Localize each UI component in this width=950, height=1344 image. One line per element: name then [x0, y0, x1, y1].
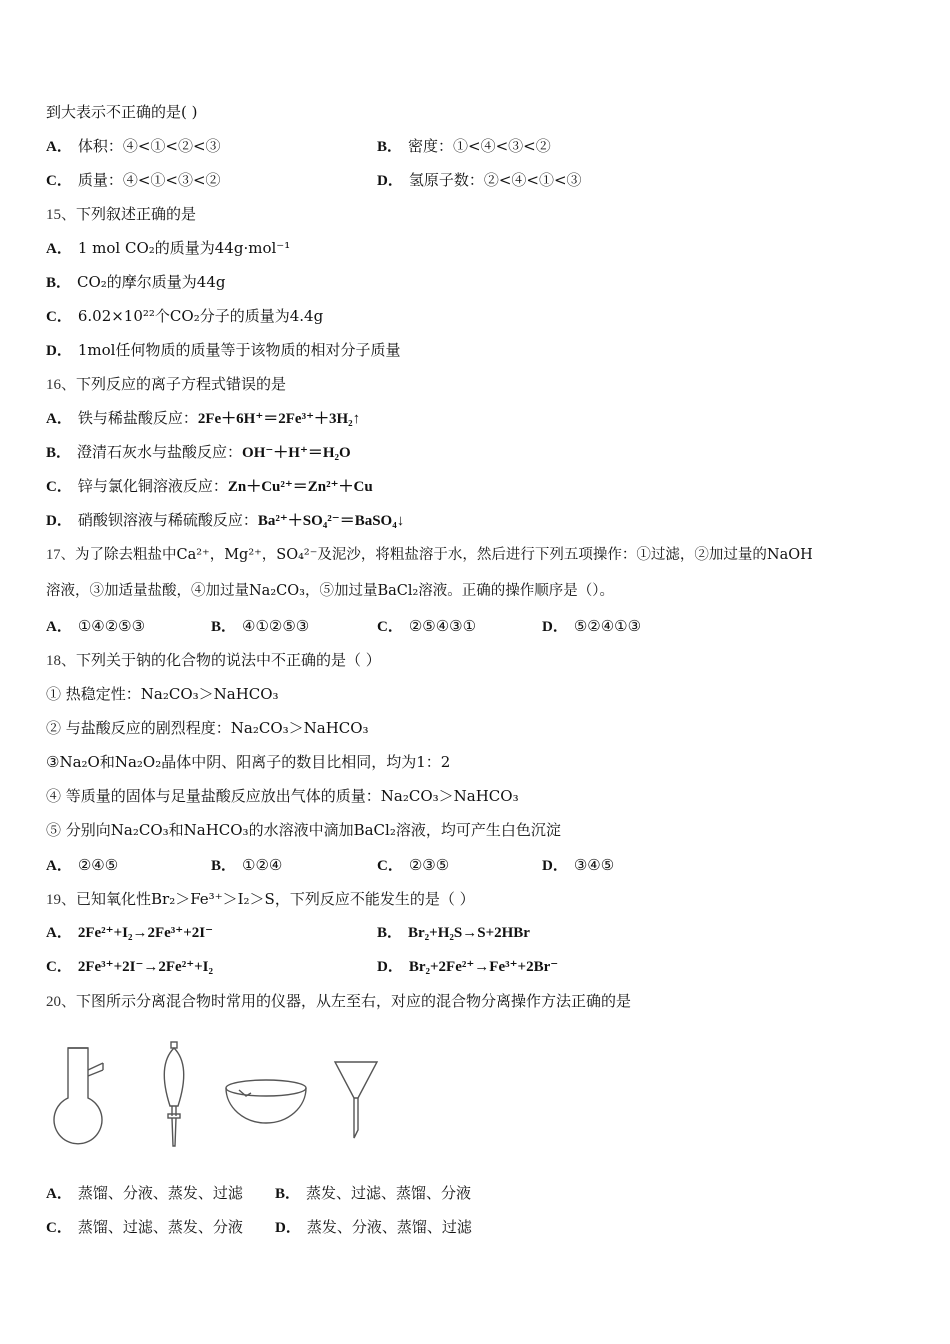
option-label: C． [46, 479, 72, 495]
q15-option-a[interactable] [46, 238, 290, 259]
q17-option-c[interactable] [377, 616, 476, 637]
q18-option-d[interactable] [542, 855, 614, 876]
evaporating-dish-icon [226, 1080, 306, 1123]
option-label: D． [542, 619, 568, 635]
option-label: B． [211, 619, 237, 635]
lab-apparatus-figure [46, 1020, 396, 1150]
q16-stem [46, 374, 286, 395]
option-label: C． [46, 1220, 72, 1236]
option-label: A． [46, 241, 72, 257]
option-label: A． [46, 1186, 72, 1202]
option-label: B． [377, 925, 403, 941]
q15-option-c[interactable] [46, 306, 323, 327]
q17-stem-line-2: 溶液，③加适量盐酸，④加过量Na₂CO₃，⑤加过量BaCl₂溶液。正确的操作顺序是（）。 [46, 583, 615, 599]
q18-statement-4: ④ 等质量的固体与足量盐酸反应放出气体的质量：Na₂CO₃＞NaHCO₃ [46, 787, 519, 805]
q17-option-a[interactable] [46, 616, 145, 637]
option-text: 体积：④<①<②<③ [77, 137, 221, 155]
option-text: 6.02×10²²个CO₂分子的质量为4.4g [77, 307, 324, 325]
option-label: B． [377, 139, 403, 155]
option-text: 1 mol CO₂的质量为44g·mol⁻¹ [77, 239, 291, 257]
question-text: 下列关于钠的化合物的说法中不正确的是（ ） [76, 651, 381, 669]
q14-options-row-2 [46, 170, 906, 191]
option-text: Br₂+H₂S→S+2HBr [408, 925, 530, 941]
option-label: D． [542, 858, 568, 874]
q18-statement-3: ③Na₂O和Na₂O₂晶体中阴、阳离子的数目比相同，均为1：2 [46, 753, 451, 771]
option-text: 蒸发、分液、蒸馏、过滤 [306, 1218, 472, 1236]
q15-option-d[interactable] [46, 340, 400, 361]
filter-funnel-icon [335, 1062, 377, 1138]
option-label: D． [46, 343, 72, 359]
option-label: A． [46, 925, 72, 941]
q20-option-c[interactable] [46, 1217, 243, 1238]
option-text: ①②④ [242, 856, 283, 874]
q16-option-c[interactable] [46, 476, 373, 497]
q17-option-b[interactable] [211, 616, 309, 637]
option-text: 2Fe²⁺+I₂→2Fe³⁺+2I⁻ [77, 925, 213, 941]
option-label: C． [46, 309, 72, 325]
question-number: 19、 [46, 892, 77, 908]
question-number: 15、 [46, 207, 77, 223]
q18-option-b[interactable] [211, 855, 282, 876]
option-label: A． [46, 139, 72, 155]
q15-stem [46, 204, 196, 225]
distillation-flask-icon [54, 1048, 103, 1144]
option-label: D． [377, 173, 403, 189]
q20-stem [46, 991, 631, 1012]
option-label: B． [46, 445, 72, 461]
option-label: D． [275, 1220, 301, 1236]
q17-option-d[interactable] [542, 616, 641, 637]
option-text: 蒸发、过滤、蒸馏、分液 [306, 1184, 472, 1202]
option-text: 密度：①<④<③<② [408, 137, 551, 155]
option-label: B． [275, 1186, 301, 1202]
option-label: D． [377, 959, 403, 975]
option-text: 质量：④<①<③<② [77, 171, 221, 189]
q18-option-a[interactable] [46, 855, 118, 876]
option-label: C． [377, 858, 403, 874]
option-text: ④①②⑤③ [242, 617, 310, 635]
question-number: 16、 [46, 377, 77, 393]
q14-option-b[interactable] [377, 136, 551, 157]
q19-option-d[interactable] [377, 957, 558, 977]
question-text: 下列叙述正确的是 [76, 205, 197, 223]
q17-stem-line-1 [46, 545, 813, 565]
q15-option-b[interactable] [46, 272, 226, 293]
option-label: A． [46, 411, 72, 427]
option-label: D． [46, 513, 72, 529]
option-text: 蒸馏、过滤、蒸发、分液 [77, 1218, 243, 1236]
option-equation: OH⁻＋H⁺＝H₂O [242, 445, 351, 461]
question-number: 17、 [46, 547, 75, 563]
option-text: CO₂的摩尔质量为44g [77, 273, 226, 291]
option-label: B． [46, 275, 72, 291]
option-desc: 硝酸钡溶液与稀硫酸反应： [77, 511, 258, 529]
separatory-funnel-icon [164, 1042, 184, 1146]
q20-option-a[interactable] [46, 1183, 243, 1204]
q14-option-a[interactable] [46, 136, 221, 157]
q18-statement-5: ⑤ 分别向Na₂CO₃和NaHCO₃的水溶液中滴加BaCl₂溶液，均可产生白色沉淀 [46, 821, 561, 839]
question-text: 已知氧化性Br₂＞Fe³⁺＞I₂＞S，下列反应不能发生的是（ ） [76, 890, 475, 908]
option-text: ①④②⑤③ [77, 617, 146, 635]
option-text: 2Fe³⁺+2I⁻→2Fe²⁺+I₂ [77, 959, 213, 975]
q18-statement-2: ② 与盐酸反应的剧烈程度：Na₂CO₃＞NaHCO₃ [46, 719, 369, 737]
q14-stem-tail: 到大表示不正确的是( ) [46, 103, 198, 121]
q14-option-c[interactable] [46, 170, 221, 191]
q16-option-b[interactable] [46, 442, 351, 463]
q18-statement-1: ① 热稳定性：Na₂CO₃＞NaHCO₃ [46, 685, 279, 703]
question-number: 18、 [46, 653, 77, 669]
option-text: 氢原子数：②<④<①<③ [408, 171, 582, 189]
option-text: ③④⑤ [573, 856, 615, 874]
option-label: C． [46, 173, 72, 189]
q18-stem [46, 650, 381, 671]
q16-option-d[interactable] [46, 510, 404, 531]
q18-option-c[interactable] [377, 855, 449, 876]
q19-option-a[interactable] [46, 923, 213, 943]
option-text: ⑤②④①③ [573, 617, 642, 635]
option-text: ②④⑤ [77, 856, 119, 874]
q19-option-c[interactable] [46, 957, 213, 977]
option-label: A． [46, 619, 72, 635]
option-label: C． [377, 619, 403, 635]
question-text: 下列反应的离子方程式错误的是 [76, 375, 287, 393]
option-label: C． [46, 959, 72, 975]
question-number: 20、 [46, 994, 77, 1010]
question-text: 下图所示分离混合物时常用的仪器，从左至右，对应的混合物分离操作方法正确的是 [76, 992, 632, 1010]
option-text: ②⑤④③① [408, 617, 477, 635]
option-text: 蒸馏、分液、蒸发、过滤 [77, 1184, 243, 1202]
q20-option-b[interactable] [275, 1183, 471, 1204]
q14-options-row-1 [46, 136, 906, 157]
option-text: Br₂+2Fe²⁺→Fe³⁺+2Br⁻ [408, 959, 559, 975]
option-equation: 2Fe＋6H⁺＝2Fe³⁺＋3H₂↑ [197, 411, 361, 427]
q19-option-b[interactable] [377, 923, 530, 943]
option-text: ②③⑤ [408, 856, 450, 874]
q14-option-d[interactable] [377, 170, 582, 191]
option-equation: Ba²⁺＋SO₄²⁻＝BaSO₄↓ [257, 513, 405, 529]
option-text: 1mol任何物质的质量等于该物质的相对分子质量 [77, 341, 401, 359]
option-label: B． [211, 858, 237, 874]
option-desc: 锌与氯化铜溶液反应： [77, 477, 228, 495]
option-equation: Zn＋Cu²⁺＝Zn²⁺＋Cu [227, 479, 373, 495]
option-desc: 澄清石灰水与盐酸反应： [77, 443, 243, 461]
q20-option-d[interactable] [275, 1217, 472, 1238]
q19-stem [46, 889, 475, 910]
q16-option-a[interactable] [46, 408, 360, 429]
question-text: 为了除去粗盐中Ca²⁺，Mg²⁺，SO₄²⁻及泥沙，将粗盐溶于水，然后进行下列五项操作：①过滤，②加过量的NaOH [75, 547, 813, 563]
option-label: A． [46, 858, 72, 874]
option-desc: 铁与稀盐酸反应： [77, 409, 198, 427]
